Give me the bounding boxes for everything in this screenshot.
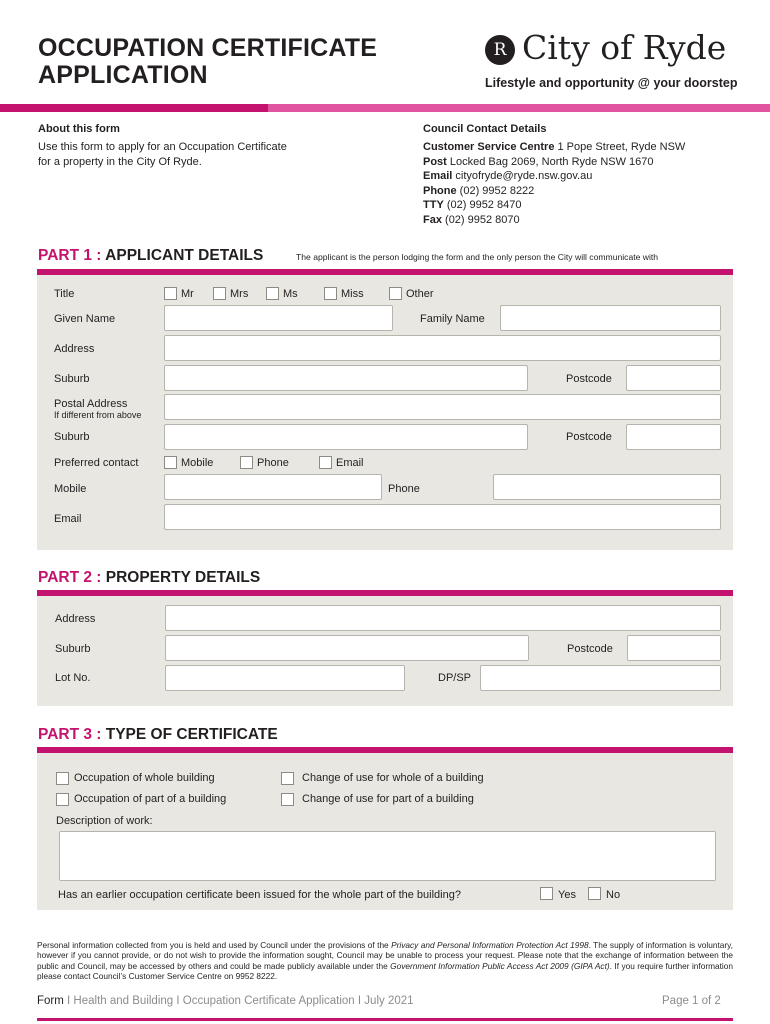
property-address-input[interactable] <box>165 605 721 631</box>
part2-number: PART 2 : <box>38 569 106 586</box>
header-divider-light <box>268 104 770 112</box>
title-other-label: Other <box>406 288 434 300</box>
family-name-label: Family Name <box>420 313 485 325</box>
title-mrs-checkbox[interactable] <box>213 287 226 300</box>
contact-tty <box>423 198 521 213</box>
earlier-certificate-question: Has an earlier occupation certificate been issued for the whole part of the building? <box>58 889 461 901</box>
part3-heading <box>38 726 278 744</box>
header-divider-dark <box>0 104 268 112</box>
title-other-checkbox[interactable] <box>389 287 402 300</box>
property-postcode-label: Postcode <box>567 643 613 655</box>
postal-postcode-label: Postcode <box>566 431 612 443</box>
family-name-input[interactable] <box>500 305 721 331</box>
footer-form-path: I Health and Building I Occupation Certificate Application I July 2021 <box>63 995 414 1007</box>
part2-heading <box>38 569 260 587</box>
title-label: Title <box>54 288 75 300</box>
whole-building-checkbox[interactable] <box>56 772 69 785</box>
title-ms-label: Ms <box>283 288 298 300</box>
given-name-input[interactable] <box>164 305 393 331</box>
postal-suburb-label: Suburb <box>54 431 90 443</box>
postcode-label: Postcode <box>566 373 612 385</box>
tty-label: TTY <box>423 199 444 211</box>
postal-suburb-input[interactable] <box>164 424 528 450</box>
description-label: Description of work: <box>56 815 153 827</box>
logo-tagline: Lifestyle and opportunity @ your doorstep <box>485 76 738 90</box>
change-use-whole-label: Change of use for whole of a building <box>302 772 484 784</box>
contact-email-checkbox[interactable] <box>319 456 332 469</box>
form-title-line1: OCCUPATION CERTIFICATE <box>38 34 378 62</box>
part3-number: PART 3 : <box>38 726 106 743</box>
title-mrs-label: Mrs <box>230 288 249 300</box>
postal-postcode-input[interactable] <box>626 424 721 450</box>
contact-mobile-label: Mobile <box>181 457 214 469</box>
privacy-statement <box>37 940 733 981</box>
property-suburb-input[interactable] <box>165 635 529 661</box>
part-building-label: Occupation of part of a building <box>74 793 227 805</box>
part1-note: The applicant is the person lodging the form and the only person the City will communicate with <box>296 252 659 262</box>
change-use-part-label: Change of use for part of a building <box>302 793 474 805</box>
dpsp-label: DP/SP <box>438 672 472 684</box>
earlier-yes-label: Yes <box>558 889 576 901</box>
contact-post <box>423 155 654 170</box>
phone-label: Phone <box>388 483 420 495</box>
city-of-ryde-logo-text: City of Ryde <box>522 28 727 67</box>
about-text-line2: for a property in the City Of Ryde. <box>38 156 202 168</box>
property-address-label: Address <box>55 613 96 625</box>
email-label: Email <box>423 170 453 182</box>
email-value[interactable]: cityofryde@ryde.nsw.gov.au <box>452 170 593 182</box>
suburb-label: Suburb <box>54 373 90 385</box>
contact-phone-checkbox[interactable] <box>240 456 253 469</box>
given-name-label: Given Name <box>54 313 116 325</box>
privacy-text-3: . If you require further information please contact Council’s Customer Service Centre on 9952 8222. <box>37 960 733 981</box>
footer-form-label: Form <box>37 995 64 1007</box>
postal-address-input[interactable] <box>164 394 721 420</box>
title-mr-label: Mr <box>181 288 194 300</box>
change-use-whole-checkbox[interactable] <box>281 772 294 785</box>
part-building-checkbox[interactable] <box>56 793 69 806</box>
mobile-label: Mobile <box>54 483 87 495</box>
postal-address-label: Postal Address <box>54 398 128 410</box>
preferred-contact-label: Preferred contact <box>54 457 139 469</box>
city-of-ryde-logo-icon: R <box>485 35 515 65</box>
tty-value: (02) 9952 8470 <box>443 199 522 211</box>
change-use-part-checkbox[interactable] <box>281 793 294 806</box>
title-ms-checkbox[interactable] <box>266 287 279 300</box>
email-input[interactable] <box>164 504 721 530</box>
contact-phone <box>423 184 534 199</box>
privacy-text-2: . The supply of information is voluntary, however if you cannot provide, or do not wish to provide the information sought, Council may be unable to process your request. Please note that the exchange of information between the public and Council, may be accessed by others and could be made publicly available under the <box>37 940 733 971</box>
about-text-line1: Use this form to apply for an Occupation Certificate <box>38 141 287 153</box>
part3-title: TYPE OF CERTIFICATE <box>105 726 278 743</box>
earlier-yes-checkbox[interactable] <box>540 887 553 900</box>
contact-csc <box>423 140 685 155</box>
contact-email <box>423 169 592 184</box>
part1-heading <box>38 247 263 265</box>
earlier-no-label: No <box>606 889 621 901</box>
earlier-no-checkbox[interactable] <box>588 887 601 900</box>
phone-input[interactable] <box>493 474 721 500</box>
gipa-act-ref: Government Information Public Access Act 2009 (GIPA Act) <box>390 960 610 971</box>
title-miss-checkbox[interactable] <box>324 287 337 300</box>
postal-address-sublabel: If different from above <box>54 410 142 420</box>
contact-email-label: Email <box>336 457 364 469</box>
contact-fax <box>423 213 520 228</box>
fax-value: (02) 9952 8070 <box>441 214 520 226</box>
dpsp-input[interactable] <box>480 665 721 691</box>
privacy-text-1: Personal information collected from you is held and used by Council under the provisions of the <box>37 940 392 950</box>
form-title-line2: APPLICATION <box>38 61 208 89</box>
footer-bar <box>37 1018 733 1021</box>
address-label: Address <box>54 343 95 355</box>
suburb-input[interactable] <box>164 365 528 391</box>
page-number: Page 1 of 2 <box>662 995 721 1007</box>
post-label: Post <box>423 156 447 168</box>
part1-number: PART 1 : <box>38 247 106 264</box>
email-label: Email <box>54 513 82 525</box>
whole-building-label: Occupation of whole building <box>74 772 215 784</box>
property-postcode-input[interactable] <box>627 635 721 661</box>
description-textarea[interactable] <box>59 831 716 881</box>
phone-label: Phone <box>423 185 457 197</box>
lot-input[interactable] <box>165 665 405 691</box>
post-value: Locked Bag 2069, North Ryde NSW 1670 <box>446 156 654 168</box>
title-mr-checkbox[interactable] <box>164 287 177 300</box>
property-suburb-label: Suburb <box>55 643 91 655</box>
address-input[interactable] <box>164 335 721 361</box>
fax-label: Fax <box>423 214 442 226</box>
csc-label: Customer Service Centre <box>423 141 555 153</box>
part2-title: PROPERTY DETAILS <box>105 569 261 586</box>
footer-form-info <box>37 995 414 1007</box>
title-miss-label: Miss <box>341 288 364 300</box>
contact-heading: Council Contact Details <box>423 123 547 135</box>
contact-mobile-checkbox[interactable] <box>164 456 177 469</box>
privacy-act-ref: Privacy and Personal Information Protection Act 1998 <box>391 940 589 950</box>
mobile-input[interactable] <box>164 474 382 500</box>
contact-phone-label: Phone <box>257 457 289 469</box>
part1-title: APPLICANT DETAILS <box>105 247 264 264</box>
postcode-input[interactable] <box>626 365 721 391</box>
phone-value: (02) 9952 8222 <box>456 185 535 197</box>
csc-value: 1 Pope Street, Ryde NSW <box>554 141 686 153</box>
about-heading: About this form <box>38 123 120 135</box>
lot-label: Lot No. <box>55 672 91 684</box>
